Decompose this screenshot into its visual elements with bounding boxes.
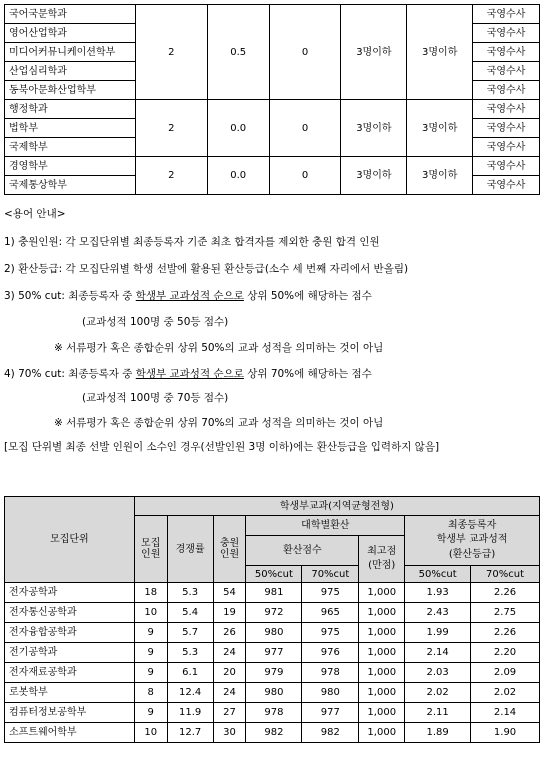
score-70: 977 [302, 703, 359, 723]
competition-rate: 0.5 [207, 5, 269, 100]
range-50: 3명이하 [341, 5, 407, 100]
max-score: 1,000 [359, 583, 405, 603]
grade-70: 2.75 [471, 603, 540, 623]
department-name: 소프트웨어학부 [5, 723, 135, 743]
department-name: 국제학부 [5, 138, 136, 157]
recruit-count: 9 [134, 623, 167, 643]
extra-count: 0 [269, 100, 341, 157]
header-cut70: 70%cut [302, 566, 359, 583]
max-score: 1,000 [359, 643, 405, 663]
department-name: 로봇학부 [5, 683, 135, 703]
score-50: 982 [246, 723, 302, 743]
recruit-count: 10 [134, 723, 167, 743]
recruit-count: 9 [134, 643, 167, 663]
score-70: 965 [302, 603, 359, 623]
header-final: 최종등록자 학생부 교과성적 (환산등급) [405, 516, 540, 566]
table-row [5, 5, 540, 24]
score-50: 978 [246, 703, 302, 723]
competition-rate: 11.9 [167, 703, 213, 723]
header-group: 학생부교과(지역균형전형) [134, 497, 539, 516]
range-70: 3명이하 [407, 5, 473, 100]
table-row [5, 583, 540, 603]
header-univ-conv: 대학별환산 [246, 516, 405, 536]
subject-tag: 국영수사 [473, 24, 540, 43]
extra-count: 19 [213, 603, 246, 623]
score-50: 979 [246, 663, 302, 683]
competition-rate: 12.7 [167, 723, 213, 743]
grade-70: 2.09 [471, 663, 540, 683]
grade-50: 1.89 [405, 723, 471, 743]
grade-70: 2.02 [471, 683, 540, 703]
department-name: 전자공학과 [5, 583, 135, 603]
department-name: 산업심리학과 [5, 62, 136, 81]
department-name: 국제통상학부 [5, 176, 136, 195]
score-70: 976 [302, 643, 359, 663]
extra-count: 24 [213, 643, 246, 663]
subject-tag: 국영수사 [473, 119, 540, 138]
score-70: 982 [302, 723, 359, 743]
subject-tag: 국영수사 [473, 43, 540, 62]
note-text: 상위 70%에 해당하는 점수 [243, 368, 372, 380]
recruit-count: 8 [134, 683, 167, 703]
table-row [5, 723, 540, 743]
extra-count: 30 [213, 723, 246, 743]
extra-count: 26 [213, 623, 246, 643]
header-cut50: 50%cut [405, 566, 471, 583]
department-name: 전자융합공학과 [5, 623, 135, 643]
subject-tag: 국영수사 [473, 138, 540, 157]
competition-rate: 6.1 [167, 663, 213, 683]
extra-count: 54 [213, 583, 246, 603]
recruit-count: 9 [134, 663, 167, 683]
score-50: 972 [246, 603, 302, 623]
score-70: 978 [302, 663, 359, 683]
score-50: 980 [246, 683, 302, 703]
competition-rate: 0.0 [207, 100, 269, 157]
grade-70: 2.20 [471, 643, 540, 663]
competition-rate: 5.3 [167, 643, 213, 663]
grade-70: 1.90 [471, 723, 540, 743]
header-max-score: 최고점 (만점) [359, 536, 405, 583]
note-bracket: [모집 단위별 최종 선발 인원이 소수인 경우(선발인원 3명 이하)에는 환산등급을 입력하지 않음] [4, 441, 440, 453]
subject-tag: 국영수사 [473, 5, 540, 24]
score-70: 975 [302, 583, 359, 603]
header-conv-score: 환산점수 [246, 536, 359, 566]
score-50: 981 [246, 583, 302, 603]
top-results-table [4, 4, 540, 195]
competition-rate: 0.0 [207, 157, 269, 195]
department-name: 전기공학과 [5, 643, 135, 663]
note-text: 3) 50% cut: 최종등록자 중 [4, 290, 136, 302]
grade-50: 1.99 [405, 623, 471, 643]
header-unit: 모집단위 [5, 497, 135, 583]
header-cut70: 70%cut [471, 566, 540, 583]
competition-rate: 5.4 [167, 603, 213, 623]
max-score: 1,000 [359, 703, 405, 723]
table-row [5, 603, 540, 623]
subject-tag: 국영수사 [473, 176, 540, 195]
header-recruit: 모집 인원 [134, 516, 167, 583]
department-name: 법학부 [5, 119, 136, 138]
max-score: 1,000 [359, 603, 405, 623]
table-row [5, 157, 540, 176]
extra-count: 24 [213, 683, 246, 703]
note-sub: (교과성적 100명 중 50등 점수) [82, 316, 229, 328]
grade-70: 2.26 [471, 583, 540, 603]
note-item: 2) 환산등급: 각 모집단위별 학생 선발에 활용된 환산등급(소수 세 번째 자리에서 반올림) [4, 263, 409, 275]
note-warning: ※ 서류평가 혹은 종합순위 상위 50%의 교과 성적을 의미하는 것이 아님 [54, 342, 384, 354]
score-50: 980 [246, 623, 302, 643]
max-score: 1,000 [359, 663, 405, 683]
recruit-count: 2 [135, 157, 207, 195]
subject-tag: 국영수사 [473, 100, 540, 119]
score-70: 975 [302, 623, 359, 643]
header-extra: 충원 인원 [213, 516, 246, 583]
extra-count: 27 [213, 703, 246, 723]
department-name: 컴퓨터정보공학부 [5, 703, 135, 723]
grade-50: 2.11 [405, 703, 471, 723]
admission-results-table [4, 496, 540, 743]
note-item [4, 366, 372, 381]
note-underline: 학생부 교과성적 순으로 [135, 290, 244, 302]
note-item: 1) 충원인원: 각 모집단위별 최종등록자 기준 최초 합격자를 제외한 충원 합격 인원 [4, 236, 380, 248]
extra-count: 0 [269, 157, 341, 195]
grade-50: 1.93 [405, 583, 471, 603]
grade-50: 2.03 [405, 663, 471, 683]
department-name: 영어산업학과 [5, 24, 136, 43]
department-name: 행정학과 [5, 100, 136, 119]
table-row [5, 683, 540, 703]
note-text: 상위 50%에 해당하는 점수 [243, 290, 372, 302]
grade-50: 2.43 [405, 603, 471, 623]
extra-count: 20 [213, 663, 246, 683]
table-row [5, 663, 540, 683]
max-score: 1,000 [359, 623, 405, 643]
table-row [5, 623, 540, 643]
department-name: 국어국문학과 [5, 5, 136, 24]
grade-50: 2.02 [405, 683, 471, 703]
table-row [5, 643, 540, 663]
competition-rate: 5.3 [167, 583, 213, 603]
note-text: 4) 70% cut: 최종등록자 중 [4, 368, 136, 380]
max-score: 1,000 [359, 723, 405, 743]
header-competition: 경쟁률 [167, 516, 213, 583]
header-cut50: 50%cut [246, 566, 302, 583]
recruit-count: 2 [135, 5, 207, 100]
subject-tag: 국영수사 [473, 62, 540, 81]
range-70: 3명이하 [407, 100, 473, 157]
competition-rate: 12.4 [167, 683, 213, 703]
note-item [4, 288, 372, 303]
department-name: 미디어커뮤니케이션학부 [5, 43, 136, 62]
subject-tag: 국영수사 [473, 81, 540, 100]
terms-heading: <용어 안내> [4, 208, 66, 220]
department-name: 전자통신공학과 [5, 603, 135, 623]
department-name: 전자재료공학과 [5, 663, 135, 683]
score-70: 980 [302, 683, 359, 703]
recruit-count: 9 [134, 703, 167, 723]
department-name: 동북아문화산업학부 [5, 81, 136, 100]
max-score: 1,000 [359, 683, 405, 703]
note-warning: ※ 서류평가 혹은 종합순위 상위 70%의 교과 성적을 의미하는 것이 아님 [54, 417, 384, 429]
score-50: 977 [246, 643, 302, 663]
range-70: 3명이하 [407, 157, 473, 195]
subject-tag: 국영수사 [473, 157, 540, 176]
department-name: 경영학부 [5, 157, 136, 176]
range-50: 3명이하 [341, 157, 407, 195]
extra-count: 0 [269, 5, 341, 100]
competition-rate: 5.7 [167, 623, 213, 643]
grade-70: 2.14 [471, 703, 540, 723]
grade-50: 2.14 [405, 643, 471, 663]
recruit-count: 18 [134, 583, 167, 603]
grade-70: 2.26 [471, 623, 540, 643]
note-underline: 학생부 교과성적 순으로 [135, 368, 244, 380]
table-row [5, 100, 540, 119]
note-sub: (교과성적 100명 중 70등 점수) [82, 392, 229, 404]
range-50: 3명이하 [341, 100, 407, 157]
recruit-count: 2 [135, 100, 207, 157]
table-row [5, 703, 540, 723]
recruit-count: 10 [134, 603, 167, 623]
